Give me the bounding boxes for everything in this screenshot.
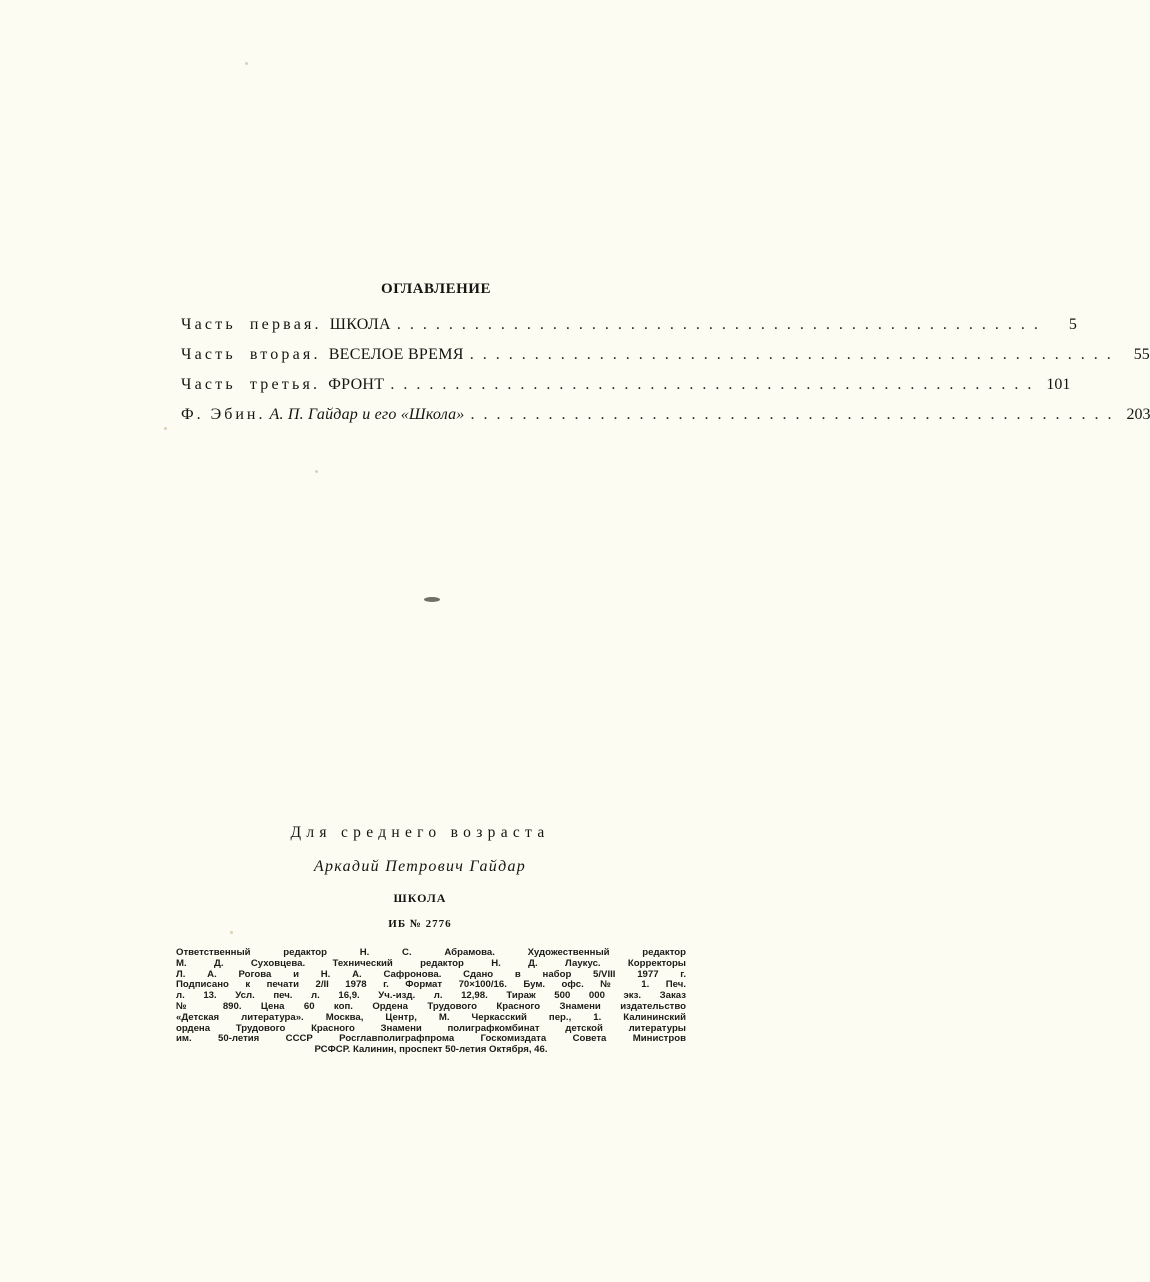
toc-entry-ordinal: первая. [249, 316, 322, 333]
toc-entry-page: 5 [1068, 316, 1077, 333]
imprint-line: л. 13. Усл. печ. л. 16,9. Уч.-изд. л. 12,98. Тираж 500 000 экз. Заказ [176, 990, 686, 1002]
dot-leader: .................................................. [469, 346, 1120, 363]
toc-heading: ОГЛАВЛЕНИЕ [381, 281, 491, 297]
toc-entry-title: А. П. Гайдар и его «Школа» [269, 406, 465, 423]
speck-mark [245, 62, 248, 65]
toc-entry-ordinal: третья. [249, 376, 321, 393]
ornament-mark [424, 597, 440, 602]
speck-mark [164, 427, 167, 430]
toc-entry [181, 316, 1077, 346]
imprint-block [176, 948, 686, 1056]
dot-leader: .................................................. [396, 316, 1047, 333]
toc-entry-part: Часть [181, 316, 236, 333]
imprint-line: М. Д. Суховцева. Технический редактор Н. Д. Лаукус. Корректоры [176, 957, 686, 969]
toc-entry-page: 101 [1046, 376, 1071, 393]
table-of-contents [181, 316, 1150, 436]
imprint-line: «Детская литература». Москва, Центр, М. Черкасский пер., 1. Калининский [176, 1011, 686, 1023]
toc-entry-title: ФРОНТ [328, 376, 385, 393]
toc-entry-part: Часть [181, 376, 236, 393]
toc-entry-page: 55 [1133, 346, 1150, 363]
toc-entry-title: ВЕСЕЛОЕ ВРЕМЯ [328, 346, 464, 363]
speck-mark [230, 931, 233, 934]
age-note: Для среднего возраста [290, 824, 550, 841]
imprint-line: РСФСР. Калинин, проспект 50-летия Октября, 46. [314, 1044, 548, 1056]
book-title: ШКОЛА [393, 891, 447, 905]
toc-entry-author: Ф. Эбин. [181, 406, 266, 423]
speck-mark [315, 470, 318, 473]
dot-leader: .................................................. [470, 406, 1121, 423]
imprint-line: № 890. Цена 60 коп. Ордена Трудового Красного Знамени издательство [176, 1000, 686, 1012]
toc-entry-page: 203 [1126, 406, 1150, 423]
dot-leader: .................................................. [390, 376, 1041, 393]
toc-entry-ordinal: вторая. [249, 346, 321, 363]
imprint-line: ордена Трудового Красного Знамени полиграфкомбинат детской литературы [176, 1022, 686, 1034]
toc-entry [181, 376, 1071, 406]
imprint-line: им. 50-летия СССР Росглавполиграфпрома Госкомиздата Совета Министров [176, 1033, 686, 1045]
toc-entry [181, 346, 1150, 376]
ib-number: ИБ № 2776 [388, 918, 452, 930]
imprint-line: Л. А. Рогова и Н. А. Сафронова. Сдано в набор 5/VIII 1977 г. [176, 968, 686, 980]
imprint-line: Ответственный редактор Н. С. Абрамова. Художественный редактор [176, 947, 686, 958]
toc-entry-part: Часть [181, 346, 236, 363]
imprint-line: Подписано к печати 2/II 1978 г. Формат 70×100/16. Бум. офс. № 1. Печ. [176, 979, 686, 991]
toc-entry [181, 406, 1150, 436]
author-name: Аркадий Петрович Гайдар [313, 858, 527, 875]
toc-entry-title: ШКОЛА [329, 316, 391, 333]
